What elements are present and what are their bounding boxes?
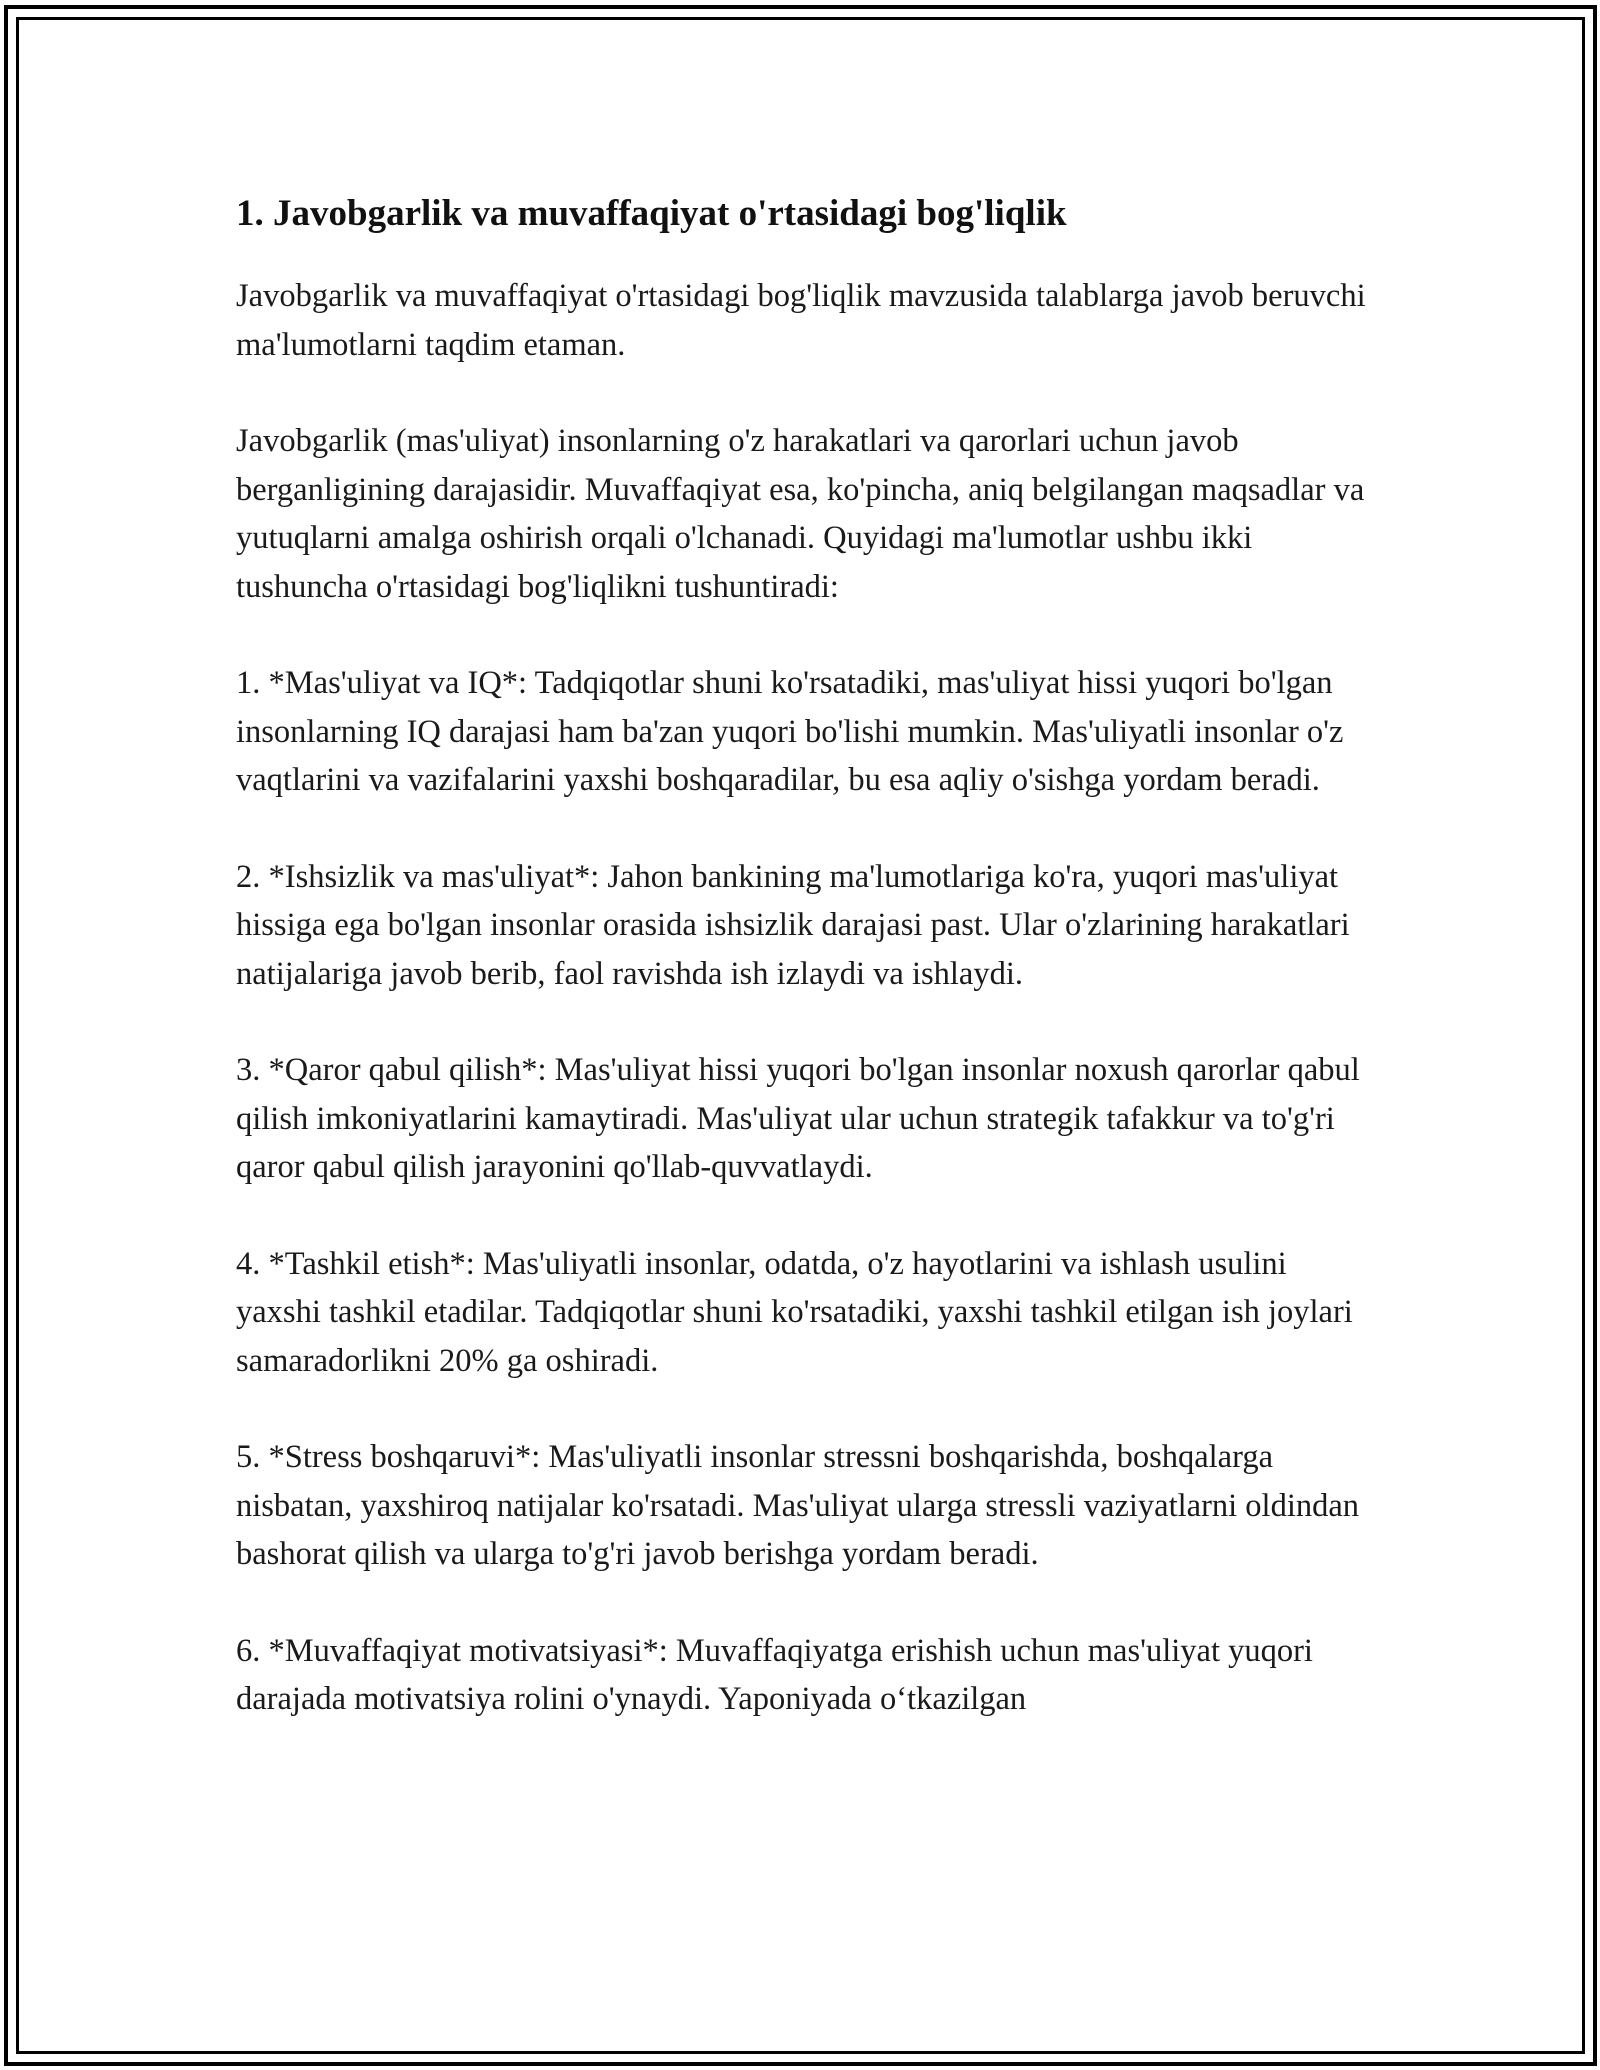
- list-item-stress-management: 5. *Stress boshqaruvi*: Mas'uliyatli insonlar stressni boshqarishda, boshqalarga nisbatan, yaxshiroq natijalar ko'rsatadi. Mas'uliyat ularga stressli vaziyatlarni oldindan bashorat qilish va ularga to'g'ri javob berishga yordam beradi.: [236, 1439, 1360, 1572]
- document-title: 1. Javobgarlik va muvaffaqiyat o'rtasidagi bog'liqlik: [236, 193, 1067, 234]
- list-item-unemployment: 2. *Ishsizlik va mas'uliyat*: Jahon bankining ma'lumotlariga ko'ra, yuqori mas'uliyat hissiga ega bo'lgan insonlar orasida ishsizlik darajasi past. Ular o'zlarining harakatlari natijalariga javob berib, faol ravishda ish izlaydi va ishlaydi.: [236, 858, 1350, 992]
- definition-paragraph: Javobgarlik (mas'uliyat) insonlarning o'z harakatlari va qarorlari uchun javob berganligining darajasidir. Muvaffaqiyat esa, ko'pincha, aniq belgilangan maqsadlar va yutuqlarni amalga oshirish orqali o'lchanadi. Quyidagi ma'lumotlar ushbu ikki tushuncha o'rtasidagi bog'liqlikni tushuntiradi:: [236, 423, 1365, 605]
- list-item-responsibility-iq: 1. *Mas'uliyat va IQ*: Tadqiqotlar shuni ko'rsatadiki, mas'uliyat hissi yuqori bo'lgan insonlarning IQ darajasi ham ba'zan yuqori bo'lishi mumkin. Mas'uliyatli insonlar o'z vaqtlarini va vazifalarini yaxshi boshqaradilar, bu esa aqliy o'sishga yordam beradi.: [236, 665, 1344, 798]
- document-body: [236, 184, 1366, 1724]
- intro-paragraph: Javobgarlik va muvaffaqiyat o'rtasidagi bog'liqlik mavzusida talablarga javob beruvchi ma'lumotlarni taqdim etaman.: [236, 278, 1366, 363]
- list-item-success-motivation: 6. *Muvaffaqiyat motivatsiyasi*: Muvaffaqiyatga erishish uchun mas'uliyat yuqori darajada motivatsiya rolini o'ynaydi. Yaponiyada oʻtkazilgan: [236, 1632, 1313, 1717]
- list-item-organization: 4. *Tashkil etish*: Mas'uliyatli insonlar, odatda, o'z hayotlarini va ishlash usulini yaxshi tashkil etadilar. Tadqiqotlar shuni ko'rsatadiki, yaxshi tashkil etilgan ish joylari samaradorlikni 20% ga oshiradi.: [236, 1245, 1353, 1379]
- list-item-decision-making: 3. *Qaror qabul qilish*: Mas'uliyat hissi yuqori bo'lgan insonlar noxush qarorlar qabul qilish imkoniyatlarini kamaytiradi. Mas'uliyat ular uchun strategik tafakkur va to'g'ri qaror qabul qilish jarayonini qo'llab-quvvatlaydi.: [236, 1052, 1360, 1185]
